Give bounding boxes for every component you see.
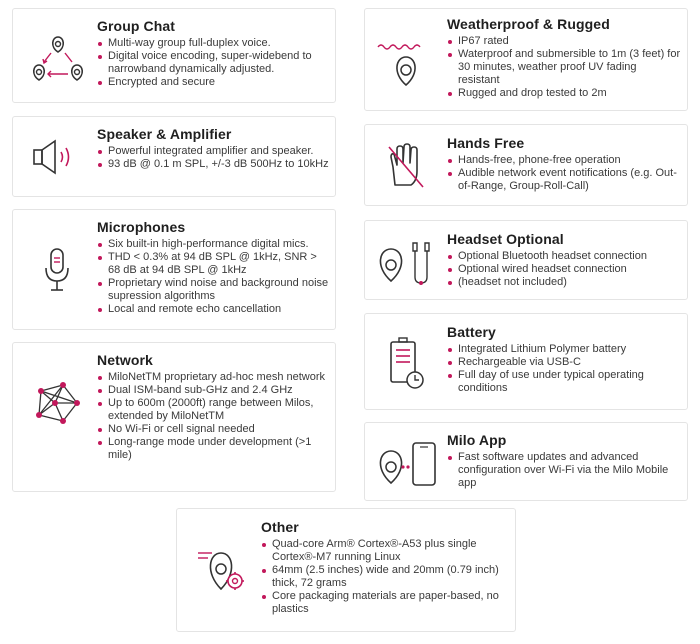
list-item: Proprietary wind noise and background noise supression algorithms xyxy=(97,277,329,303)
battery-icon xyxy=(387,336,427,392)
card-network xyxy=(12,342,336,492)
card-title: Hands Free xyxy=(447,135,525,151)
list-item: (headset not included) xyxy=(447,276,681,289)
card-headset-optional xyxy=(364,220,688,300)
mesh-network-icon xyxy=(33,379,85,427)
card-title: Weatherproof & Rugged xyxy=(447,16,610,32)
list-item: Rechargeable via USB-C xyxy=(447,356,681,369)
card-title: Network xyxy=(97,352,153,368)
speaker-icon xyxy=(31,138,81,176)
hand-free-icon xyxy=(383,141,427,191)
list-item: Hands-free, phone-free operation xyxy=(447,154,681,167)
card-other xyxy=(176,508,516,632)
list-item: 93 dB @ 0.1 m SPL, +/-3 dB 500Hz to 10kHz xyxy=(97,158,329,171)
list-item: Audible network event notifications (e.g. Out-of-Range, Group-Roll-Call) xyxy=(447,167,681,193)
card-title: Headset Optional xyxy=(447,231,564,247)
device-gear-icon xyxy=(195,547,251,595)
card-weatherproof-rugged xyxy=(364,8,688,111)
list-item: Long-range mode under development (>1 mile) xyxy=(97,436,329,462)
list-item: THD < 0.3% at 94 dB SPL @ 1kHz, SNR > 68 dB at 94 dB SPL @ 1kHz xyxy=(97,251,329,277)
list-item: Waterproof and submersible to 1m (3 feet) for 30 minutes, weather proof UV fading resistant xyxy=(447,48,681,87)
microphone-icon xyxy=(41,246,73,296)
list-item: Dual ISM-band sub-GHz and 2.4 GHz xyxy=(97,384,329,397)
card-title: Battery xyxy=(447,324,496,340)
list-item: Six built-in high-performance digital mics. xyxy=(97,238,329,251)
card-battery xyxy=(364,313,688,410)
card-hands-free xyxy=(364,124,688,206)
list-item: Powerful integrated amplifier and speaker. xyxy=(97,145,329,158)
list-item: Optional wired headset connection xyxy=(447,263,681,276)
card-title: Milo App xyxy=(447,432,507,448)
list-item: 64mm (2.5 inches) wide and 20mm (0.79 inch) thick, 72 grams xyxy=(261,564,509,590)
list-item: MiloNetTM proprietary ad-hoc mesh network xyxy=(97,371,329,384)
card-microphones xyxy=(12,209,336,330)
card-title: Microphones xyxy=(97,219,186,235)
list-item: Integrated Lithium Polymer battery xyxy=(447,343,681,356)
card-title: Other xyxy=(261,519,299,535)
headset-icon xyxy=(373,237,439,287)
list-item: Quad-core Arm® Cortex®-A53 plus single Cortex®-M7 running Linux xyxy=(261,538,509,564)
card-title: Group Chat xyxy=(97,18,175,34)
list-item: Encrypted and secure xyxy=(97,76,329,89)
card-group-chat xyxy=(12,8,336,103)
list-item: No Wi-Fi or cell signal needed xyxy=(97,423,329,436)
list-item: Full day of use under typical operating conditions xyxy=(447,369,681,395)
list-item: Core packaging materials are paper-based, no plastics xyxy=(261,590,509,616)
list-item: Up to 600m (2000ft) range between Milos, extended by MiloNetTM xyxy=(97,397,329,423)
water-drop-icon xyxy=(375,39,427,91)
list-item: Local and remote echo cancellation xyxy=(97,303,329,316)
phone-app-icon xyxy=(373,439,439,489)
list-item: Digital voice encoding, super-widebend to narrowband dynamically adjusted. xyxy=(97,50,329,76)
list-item: Multi-way group full-duplex voice. xyxy=(97,37,329,50)
list-item: IP67 rated xyxy=(447,35,681,48)
card-milo-app xyxy=(364,422,688,501)
card-title: Speaker & Amplifier xyxy=(97,126,232,142)
list-item: Rugged and drop tested to 2m xyxy=(447,87,681,100)
group-chat-icon xyxy=(29,33,87,85)
list-item: Optional Bluetooth headset connection xyxy=(447,250,681,263)
list-item: Fast software updates and advanced configuration over Wi-Fi via the Milo Mobile app xyxy=(447,451,681,490)
card-speaker-amplifier xyxy=(12,116,336,197)
